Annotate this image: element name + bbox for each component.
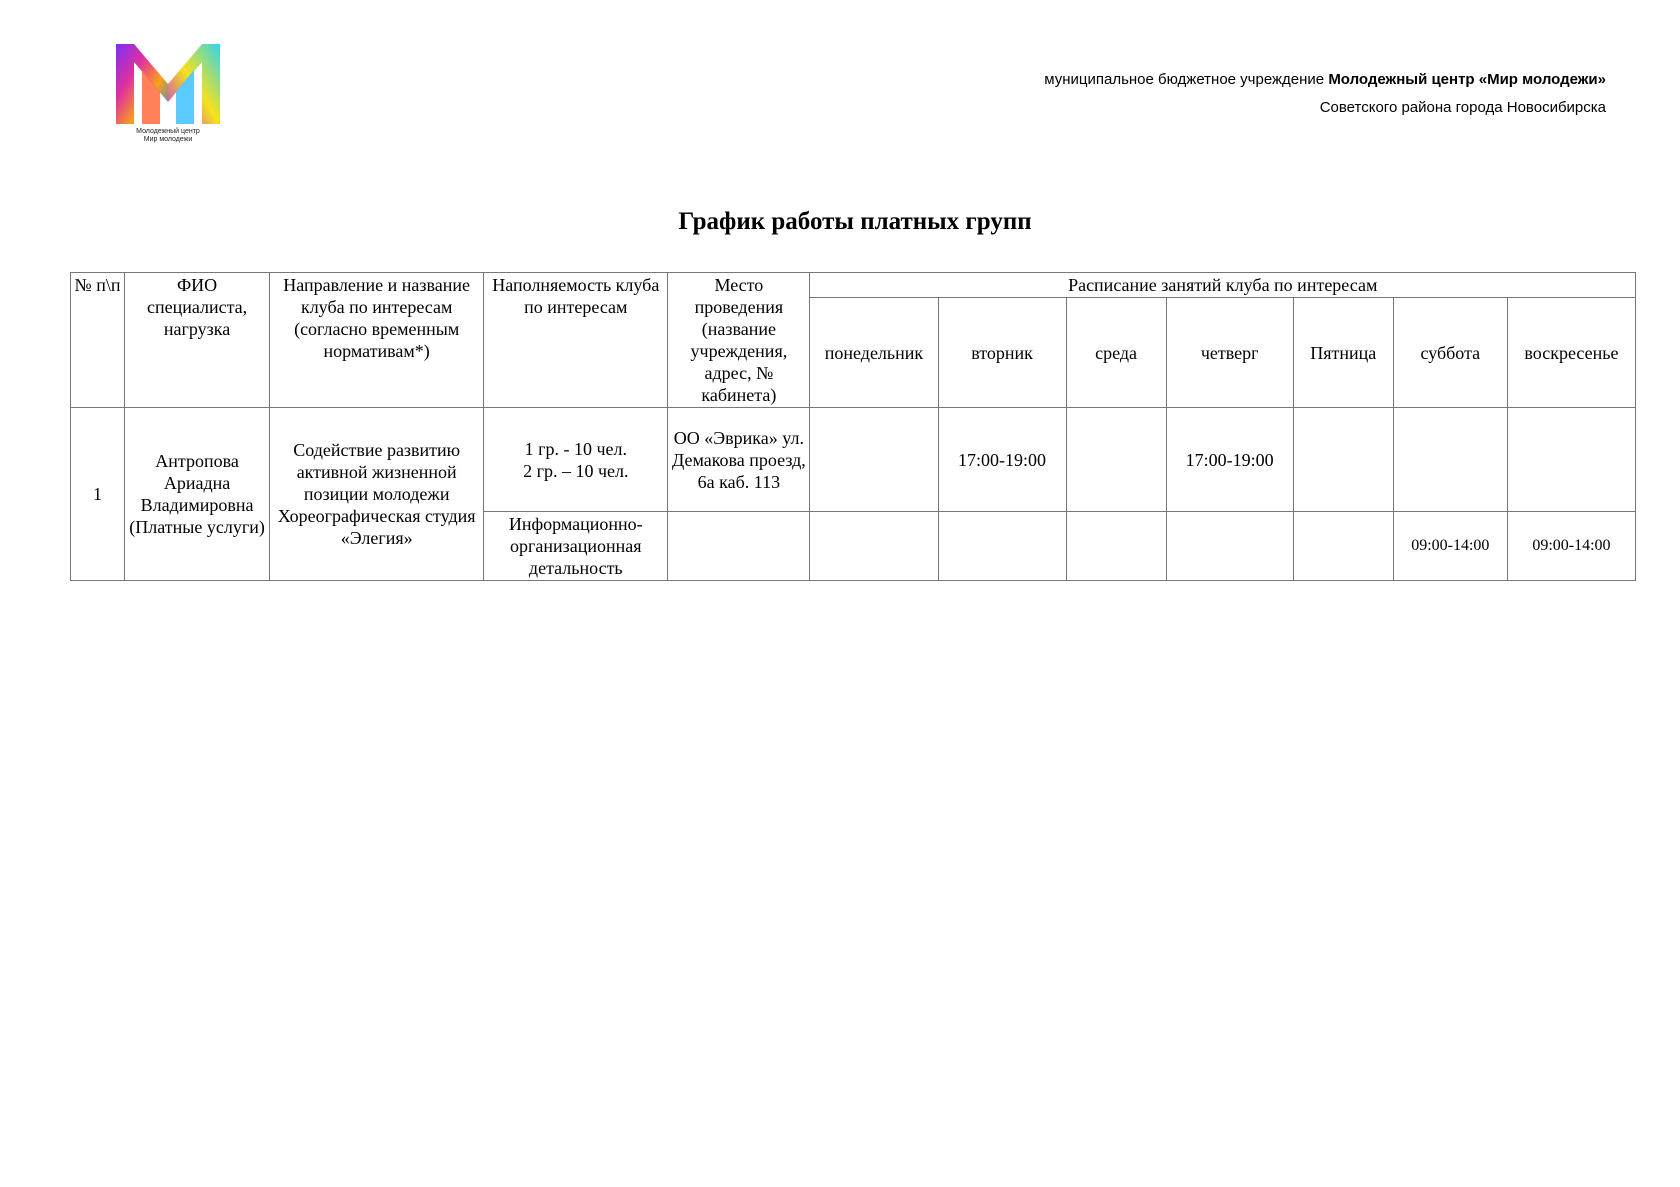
org-line2: Советского района города Новосибирска — [1319, 99, 1606, 116]
cell-tuesday-2 — [938, 512, 1066, 581]
cell-fio: Антропова Ариадна Владимировна (Платные услуги) — [125, 408, 270, 581]
org-prefix: муниципальное бюджетное учреждение — [1044, 71, 1325, 88]
cell-thursday: 17:00-19:00 — [1166, 408, 1293, 512]
org-name: Молодежный центр «Мир молодежи» — [1328, 71, 1606, 88]
logo-mark-icon — [112, 40, 224, 128]
capacity-line2: 2 гр. – 10 чел. — [523, 460, 629, 481]
header-place: Место проведения (название учреждения, адрес, № кабинета) — [668, 273, 810, 408]
capacity-line1: 1 гр. - 10 чел. — [524, 438, 627, 459]
logo-caption-line1: Молодежный центр — [136, 128, 200, 135]
header-day-sunday: воскресенье — [1507, 298, 1635, 408]
table-row — [71, 408, 1636, 512]
cell-friday — [1293, 408, 1393, 512]
schedule-table — [70, 272, 1636, 581]
logo-caption-line2: Мир молодежи — [143, 136, 193, 143]
header-capacity: Наполняемость клуба по интересам — [484, 273, 668, 408]
header-schedule: Расписание занятий клуба по интересам — [810, 273, 1636, 298]
cell-place: ОО «Эврика» ул. Демакова проезд, 6а каб. 113 — [668, 408, 810, 512]
header-row — [71, 273, 1636, 298]
header-day-monday: понедельник — [810, 298, 938, 408]
cell-monday — [810, 408, 938, 512]
org-line1 — [1044, 66, 1606, 94]
logo — [112, 40, 224, 148]
cell-capacity — [484, 408, 668, 512]
header-direction: Направление и название клуба по интересам (согласно временным нормативам*) — [270, 273, 484, 408]
cell-tuesday: 17:00-19:00 — [938, 408, 1066, 512]
cell-activity-label: Информационно-организационная детальность — [484, 512, 668, 581]
cell-direction: Содействие развитию активной жизненной позиции молодежи Хореографическая студия «Элегия» — [270, 408, 484, 581]
header-fio: ФИО специалиста, нагрузка — [125, 273, 270, 408]
cell-sunday-2: 09:00-14:00 — [1507, 512, 1635, 581]
organization-header — [1044, 66, 1606, 122]
cell-num: 1 — [71, 408, 125, 581]
cell-monday-2 — [810, 512, 938, 581]
cell-saturday — [1393, 408, 1507, 512]
logo-caption — [112, 128, 224, 144]
header-day-friday: Пятница — [1293, 298, 1393, 408]
cell-sunday — [1507, 408, 1635, 512]
cell-wednesday-2 — [1066, 512, 1166, 581]
header-num: № п\п — [71, 273, 125, 408]
cell-wednesday — [1066, 408, 1166, 512]
cell-place-2 — [668, 512, 810, 581]
header-day-tuesday: вторник — [938, 298, 1066, 408]
cell-saturday-2: 09:00-14:00 — [1393, 512, 1507, 581]
cell-thursday-2 — [1166, 512, 1293, 581]
cell-friday-2 — [1293, 512, 1393, 581]
header-day-wednesday: среда — [1066, 298, 1166, 408]
header-day-saturday: суббота — [1393, 298, 1507, 408]
page-title: График работы платных групп — [678, 208, 1032, 235]
header-day-thursday: четверг — [1166, 298, 1293, 408]
